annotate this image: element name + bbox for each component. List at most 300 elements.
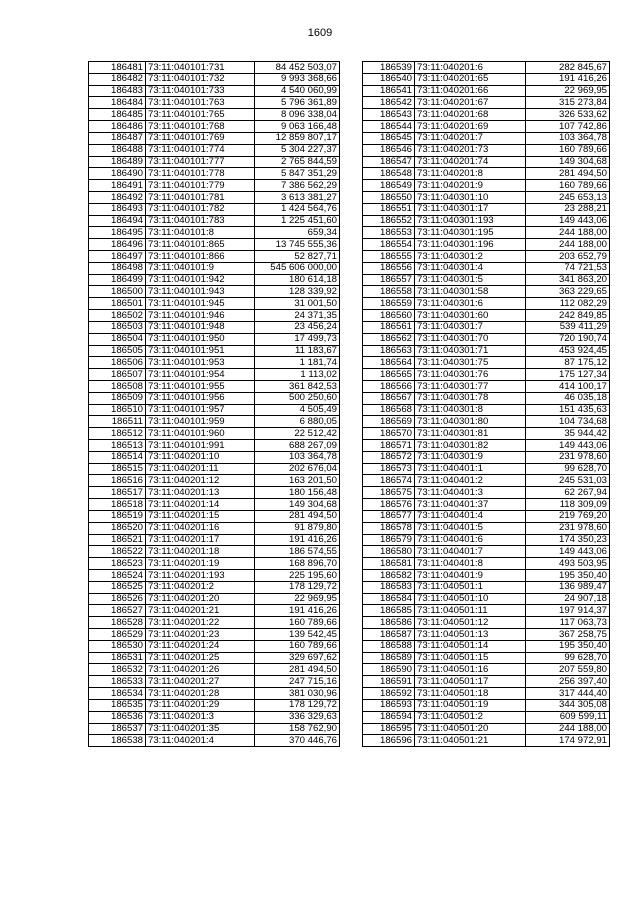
row-number-cell: 186491 (89, 180, 146, 192)
cadastral-number-cell: 73:11:040501:14 (415, 640, 526, 652)
table-row (363, 652, 610, 664)
table-row (89, 428, 340, 440)
left-table-body (89, 62, 340, 747)
row-number-cell: 186496 (89, 239, 146, 251)
table-row (89, 109, 340, 121)
table-row (363, 688, 610, 700)
value-cell: 74 721,53 (526, 262, 610, 274)
value-cell: 659,34 (255, 227, 340, 239)
row-number-cell: 186486 (89, 121, 146, 133)
row-number-cell: 186518 (89, 499, 146, 511)
cadastral-number-cell: 73:11:040301:195 (415, 227, 526, 239)
value-cell: 1 181,74 (255, 357, 340, 369)
cadastral-number-cell: 73:11:040101:778 (146, 168, 255, 180)
row-number-cell: 186575 (363, 487, 415, 499)
cadastral-number-cell: 73:11:040201:68 (415, 109, 526, 121)
value-cell: 23 456,24 (255, 321, 340, 333)
row-number-cell: 186523 (89, 558, 146, 570)
row-number-cell: 186490 (89, 168, 146, 180)
table-row (363, 369, 610, 381)
value-cell: 151 435,63 (526, 404, 610, 416)
value-cell: 315 273,84 (526, 97, 610, 109)
cadastral-number-cell: 73:11:040301:76 (415, 369, 526, 381)
row-number-cell: 186548 (363, 168, 415, 180)
table-row (89, 251, 340, 263)
table-row (363, 156, 610, 168)
row-number-cell: 186561 (363, 321, 415, 333)
row-number-cell: 186585 (363, 605, 415, 617)
row-number-cell: 186484 (89, 97, 146, 109)
cadastral-number-cell: 73:11:040101:945 (146, 298, 255, 310)
cadastral-number-cell: 73:11:040201:29 (146, 699, 255, 711)
cadastral-number-cell: 73:11:040301:70 (415, 333, 526, 345)
cadastral-number-cell: 73:11:040501:1 (415, 581, 526, 593)
value-cell: 9 993 368,66 (255, 73, 340, 85)
table-row (363, 321, 610, 333)
value-cell: 87 175,12 (526, 357, 610, 369)
cadastral-number-cell: 73:11:040101:732 (146, 73, 255, 85)
row-number-cell: 186497 (89, 251, 146, 263)
cadastral-number-cell: 73:11:040201:65 (415, 73, 526, 85)
table-row (363, 298, 610, 310)
row-number-cell: 186482 (89, 73, 146, 85)
cadastral-number-cell: 73:11:040101:957 (146, 404, 255, 416)
table-row (363, 546, 610, 558)
value-cell: 242 849,85 (526, 310, 610, 322)
row-number-cell: 186557 (363, 274, 415, 286)
value-cell: 191 416,26 (526, 73, 610, 85)
row-number-cell: 186483 (89, 85, 146, 97)
table-row (363, 85, 610, 97)
row-number-cell: 186581 (363, 558, 415, 570)
table-row (363, 699, 610, 711)
value-cell: 370 446,76 (255, 735, 340, 747)
value-cell: 11 183,67 (255, 345, 340, 357)
table-row (89, 215, 340, 227)
cadastral-number-cell: 73:11:040101:782 (146, 203, 255, 215)
row-number-cell: 186583 (363, 581, 415, 593)
value-cell: 381 030,96 (255, 688, 340, 700)
cadastral-number-cell: 73:11:040401:4 (415, 510, 526, 522)
row-number-cell: 186520 (89, 522, 146, 534)
cadastral-number-cell: 73:11:040301:193 (415, 215, 526, 227)
row-number-cell: 186596 (363, 735, 415, 747)
row-number-cell: 186546 (363, 144, 415, 156)
row-number-cell: 186542 (363, 97, 415, 109)
value-cell: 281 494,50 (526, 168, 610, 180)
value-cell: 245 531,03 (526, 475, 610, 487)
table-row (89, 121, 340, 133)
cadastral-number-cell: 73:11:040101:956 (146, 392, 255, 404)
row-number-cell: 186522 (89, 546, 146, 558)
cadastral-number-cell: 73:11:040101:954 (146, 369, 255, 381)
value-cell: 225 195,60 (255, 569, 340, 581)
row-number-cell: 186502 (89, 310, 146, 322)
value-cell: 103 364,78 (255, 451, 340, 463)
value-cell: 160 789,66 (526, 144, 610, 156)
table-row (363, 569, 610, 581)
table-row (363, 286, 610, 298)
table-row (89, 62, 340, 74)
table-row (89, 404, 340, 416)
value-cell: 609 599,11 (526, 711, 610, 723)
row-number-cell: 186507 (89, 369, 146, 381)
row-number-cell: 186543 (363, 109, 415, 121)
value-cell: 281 494,50 (255, 510, 340, 522)
table-row (89, 605, 340, 617)
cadastral-number-cell: 73:11:040201:35 (146, 723, 255, 735)
table-row (89, 85, 340, 97)
cadastral-number-cell: 73:11:040101:783 (146, 215, 255, 227)
table-row (89, 286, 340, 298)
table-row (363, 416, 610, 428)
row-number-cell: 186586 (363, 617, 415, 629)
value-cell: 341 863,20 (526, 274, 610, 286)
value-cell: 149 304,68 (255, 499, 340, 511)
row-number-cell: 186590 (363, 664, 415, 676)
value-cell: 1 113,02 (255, 369, 340, 381)
table-row (89, 168, 340, 180)
value-cell: 160 789,66 (255, 617, 340, 629)
row-number-cell: 186524 (89, 569, 146, 581)
table-row (363, 333, 610, 345)
cadastral-number-cell: 73:11:040201:3 (146, 711, 255, 723)
value-cell: 202 676,04 (255, 463, 340, 475)
table-row (363, 97, 610, 109)
row-number-cell: 186487 (89, 132, 146, 144)
value-cell: 7 386 562,29 (255, 180, 340, 192)
cadastral-number-cell: 73:11:040101:866 (146, 251, 255, 263)
cadastral-number-cell: 73:11:040101:769 (146, 132, 255, 144)
table-row (89, 451, 340, 463)
value-cell: 5 304 227,37 (255, 144, 340, 156)
value-cell: 317 444,40 (526, 688, 610, 700)
row-number-cell: 186544 (363, 121, 415, 133)
cadastral-number-cell: 73:11:040501:19 (415, 699, 526, 711)
row-number-cell: 186570 (363, 428, 415, 440)
value-cell: 4 540 060,99 (255, 85, 340, 97)
row-number-cell: 186489 (89, 156, 146, 168)
value-cell: 329 697,62 (255, 652, 340, 664)
table-row (363, 676, 610, 688)
table-row (363, 203, 610, 215)
row-number-cell: 186562 (363, 333, 415, 345)
table-row (363, 723, 610, 735)
table-row (363, 440, 610, 452)
row-number-cell: 186528 (89, 617, 146, 629)
cadastral-number-cell: 73:11:040501:11 (415, 605, 526, 617)
table-row (89, 581, 340, 593)
value-cell: 2 765 844,59 (255, 156, 340, 168)
value-cell: 139 542,45 (255, 629, 340, 641)
value-cell: 363 229,65 (526, 286, 610, 298)
table-row (89, 380, 340, 392)
table-row (363, 345, 610, 357)
table-row (363, 109, 610, 121)
cadastral-number-cell: 73:11:040501:12 (415, 617, 526, 629)
table-row (89, 652, 340, 664)
value-cell: 244 188,00 (526, 227, 610, 239)
table-row (89, 534, 340, 546)
row-number-cell: 186495 (89, 227, 146, 239)
value-cell: 149 443,06 (526, 215, 610, 227)
cadastral-number-cell: 73:11:040201:25 (146, 652, 255, 664)
row-number-cell: 186504 (89, 333, 146, 345)
cadastral-number-cell: 73:11:040101:774 (146, 144, 255, 156)
table-row (363, 132, 610, 144)
table-row (363, 617, 610, 629)
cadastral-number-cell: 73:11:040501:2 (415, 711, 526, 723)
row-number-cell: 186531 (89, 652, 146, 664)
row-number-cell: 186516 (89, 475, 146, 487)
table-row (89, 144, 340, 156)
row-number-cell: 186481 (89, 62, 146, 74)
cadastral-number-cell: 73:11:040401:1 (415, 463, 526, 475)
row-number-cell: 186503 (89, 321, 146, 333)
cadastral-number-cell: 73:11:040101:763 (146, 97, 255, 109)
cadastral-number-cell: 73:11:040501:10 (415, 593, 526, 605)
value-cell: 493 503,95 (526, 558, 610, 570)
value-cell: 9 063 166,48 (255, 121, 340, 133)
table-row (89, 676, 340, 688)
value-cell: 174 972,91 (526, 735, 610, 747)
row-number-cell: 186508 (89, 380, 146, 392)
row-number-cell: 186506 (89, 357, 146, 369)
table-row (89, 522, 340, 534)
table-row (89, 735, 340, 747)
table-row (89, 510, 340, 522)
row-number-cell: 186565 (363, 369, 415, 381)
table-row (89, 463, 340, 475)
cadastral-number-cell: 73:11:040101:942 (146, 274, 255, 286)
cadastral-number-cell: 73:11:040401:6 (415, 534, 526, 546)
row-number-cell: 186594 (363, 711, 415, 723)
row-number-cell: 186501 (89, 298, 146, 310)
value-cell: 3 613 381,27 (255, 191, 340, 203)
row-number-cell: 186564 (363, 357, 415, 369)
value-cell: 84 452 503,07 (255, 62, 340, 74)
cadastral-number-cell: 73:11:040401:2 (415, 475, 526, 487)
row-number-cell: 186559 (363, 298, 415, 310)
table-row (363, 664, 610, 676)
row-number-cell: 186540 (363, 73, 415, 85)
table-row (363, 487, 610, 499)
value-cell: 244 188,00 (526, 723, 610, 735)
table-row (89, 688, 340, 700)
cadastral-number-cell: 73:11:040101:946 (146, 310, 255, 322)
row-number-cell: 186532 (89, 664, 146, 676)
row-number-cell: 186572 (363, 451, 415, 463)
cadastral-number-cell: 73:11:040201:9 (415, 180, 526, 192)
row-number-cell: 186512 (89, 428, 146, 440)
row-number-cell: 186589 (363, 652, 415, 664)
table-row (363, 640, 610, 652)
row-number-cell: 186592 (363, 688, 415, 700)
row-number-cell: 186554 (363, 239, 415, 251)
cadastral-number-cell: 73:11:040201:74 (415, 156, 526, 168)
right-table-body (363, 62, 610, 747)
value-cell: 203 652,79 (526, 251, 610, 263)
value-cell: 1 424 564,76 (255, 203, 340, 215)
cadastral-number-cell: 73:11:040201:16 (146, 522, 255, 534)
cadastral-number-cell: 73:11:040301:58 (415, 286, 526, 298)
cadastral-number-cell: 73:11:040201:26 (146, 664, 255, 676)
table-row (363, 357, 610, 369)
cadastral-number-cell: 73:11:040301:17 (415, 203, 526, 215)
cadastral-number-cell: 73:11:040201:28 (146, 688, 255, 700)
table-row (89, 298, 340, 310)
cadastral-number-cell: 73:11:040201:27 (146, 676, 255, 688)
table-row (363, 510, 610, 522)
table-row (89, 274, 340, 286)
row-number-cell: 186510 (89, 404, 146, 416)
cadastral-number-cell: 73:11:040401:7 (415, 546, 526, 558)
cadastral-number-cell: 73:11:040501:17 (415, 676, 526, 688)
cadastral-number-cell: 73:11:040201:8 (415, 168, 526, 180)
cadastral-number-cell: 73:11:040101:991 (146, 440, 255, 452)
cadastral-number-cell: 73:11:040201:17 (146, 534, 255, 546)
row-number-cell: 186485 (89, 109, 146, 121)
table-row (89, 156, 340, 168)
value-cell: 158 762,90 (255, 723, 340, 735)
cadastral-number-cell: 73:11:040301:6 (415, 298, 526, 310)
cadastral-number-cell: 73:11:040201:24 (146, 640, 255, 652)
table-row (363, 274, 610, 286)
row-number-cell: 186541 (363, 85, 415, 97)
cadastral-number-cell: 73:11:040201:66 (415, 85, 526, 97)
table-row (363, 451, 610, 463)
right-table (362, 61, 610, 747)
value-cell: 361 842,53 (255, 380, 340, 392)
row-number-cell: 186550 (363, 191, 415, 203)
cadastral-number-cell: 73:11:040101:953 (146, 357, 255, 369)
cadastral-number-cell: 73:11:040301:10 (415, 191, 526, 203)
row-number-cell: 186556 (363, 262, 415, 274)
cadastral-number-cell: 73:11:040101:731 (146, 62, 255, 74)
value-cell: 62 267,94 (526, 487, 610, 499)
row-number-cell: 186579 (363, 534, 415, 546)
cadastral-number-cell: 73:11:040301:81 (415, 428, 526, 440)
value-cell: 136 989,47 (526, 581, 610, 593)
table-row (89, 558, 340, 570)
value-cell: 256 397,40 (526, 676, 610, 688)
value-cell: 13 745 555,36 (255, 239, 340, 251)
row-number-cell: 186595 (363, 723, 415, 735)
table-row (89, 699, 340, 711)
row-number-cell: 186588 (363, 640, 415, 652)
table-row (363, 121, 610, 133)
table-row (89, 723, 340, 735)
value-cell: 4 505,49 (255, 404, 340, 416)
value-cell: 500 250,60 (255, 392, 340, 404)
value-cell: 231 978,60 (526, 522, 610, 534)
cadastral-number-cell: 73:11:040401:8 (415, 558, 526, 570)
cadastral-number-cell: 73:11:040201:13 (146, 487, 255, 499)
row-number-cell: 186584 (363, 593, 415, 605)
cadastral-number-cell: 73:11:040101:8 (146, 227, 255, 239)
value-cell: 118 309,09 (526, 499, 610, 511)
value-cell: 367 258,75 (526, 629, 610, 641)
cadastral-number-cell: 73:11:040501:15 (415, 652, 526, 664)
value-cell: 5 796 361,89 (255, 97, 340, 109)
value-cell: 104 734,68 (526, 416, 610, 428)
cadastral-number-cell: 73:11:040101:781 (146, 191, 255, 203)
table-row (363, 522, 610, 534)
value-cell: 149 304,68 (526, 156, 610, 168)
value-cell: 195 350,40 (526, 569, 610, 581)
cadastral-number-cell: 73:11:040201:11 (146, 463, 255, 475)
row-number-cell: 186533 (89, 676, 146, 688)
row-number-cell: 186530 (89, 640, 146, 652)
value-cell: 160 789,66 (526, 180, 610, 192)
value-cell: 1 225 451,60 (255, 215, 340, 227)
value-cell: 31 001,50 (255, 298, 340, 310)
row-number-cell: 186515 (89, 463, 146, 475)
table-row (89, 262, 340, 274)
table-row (363, 428, 610, 440)
row-number-cell: 186514 (89, 451, 146, 463)
row-number-cell: 186499 (89, 274, 146, 286)
table-row (363, 180, 610, 192)
cadastral-number-cell: 73:11:040501:20 (415, 723, 526, 735)
value-cell: 23 288,21 (526, 203, 610, 215)
value-cell: 336 329,63 (255, 711, 340, 723)
table-row (363, 380, 610, 392)
table-row (363, 168, 610, 180)
table-row (363, 463, 610, 475)
cadastral-number-cell: 73:11:040401:37 (415, 499, 526, 511)
cadastral-number-cell: 73:11:040301:7 (415, 321, 526, 333)
cadastral-number-cell: 73:11:040201:2 (146, 581, 255, 593)
page-number: 1609 (307, 27, 333, 39)
table-row (363, 605, 610, 617)
row-number-cell: 186519 (89, 510, 146, 522)
row-number-cell: 186529 (89, 629, 146, 641)
cadastral-number-cell: 73:11:040301:196 (415, 239, 526, 251)
table-row (89, 239, 340, 251)
row-number-cell: 186576 (363, 499, 415, 511)
table-row (89, 593, 340, 605)
value-cell: 12 859 807,17 (255, 132, 340, 144)
table-row (363, 735, 610, 747)
row-number-cell: 186498 (89, 262, 146, 274)
cadastral-number-cell: 73:11:040201:22 (146, 617, 255, 629)
cadastral-number-cell: 73:11:040201:4 (146, 735, 255, 747)
table-row (89, 392, 340, 404)
row-number-cell: 186526 (89, 593, 146, 605)
cadastral-number-cell: 73:11:040201:12 (146, 475, 255, 487)
table-row (363, 262, 610, 274)
value-cell: 545 606 000,00 (255, 262, 340, 274)
table-row (89, 203, 340, 215)
cadastral-number-cell: 73:11:040501:16 (415, 664, 526, 676)
value-cell: 186 574,55 (255, 546, 340, 558)
value-cell: 8 096 338,04 (255, 109, 340, 121)
cadastral-number-cell: 73:11:040301:77 (415, 380, 526, 392)
value-cell: 149 443,06 (526, 440, 610, 452)
cadastral-number-cell: 73:11:040201:15 (146, 510, 255, 522)
table-row (89, 640, 340, 652)
table-row (89, 369, 340, 381)
table-row (363, 593, 610, 605)
value-cell: 175 127,34 (526, 369, 610, 381)
row-number-cell: 186537 (89, 723, 146, 735)
table-row (89, 664, 340, 676)
value-cell: 168 896,70 (255, 558, 340, 570)
value-cell: 688 267,09 (255, 440, 340, 452)
value-cell: 720 190,74 (526, 333, 610, 345)
table-row (363, 310, 610, 322)
